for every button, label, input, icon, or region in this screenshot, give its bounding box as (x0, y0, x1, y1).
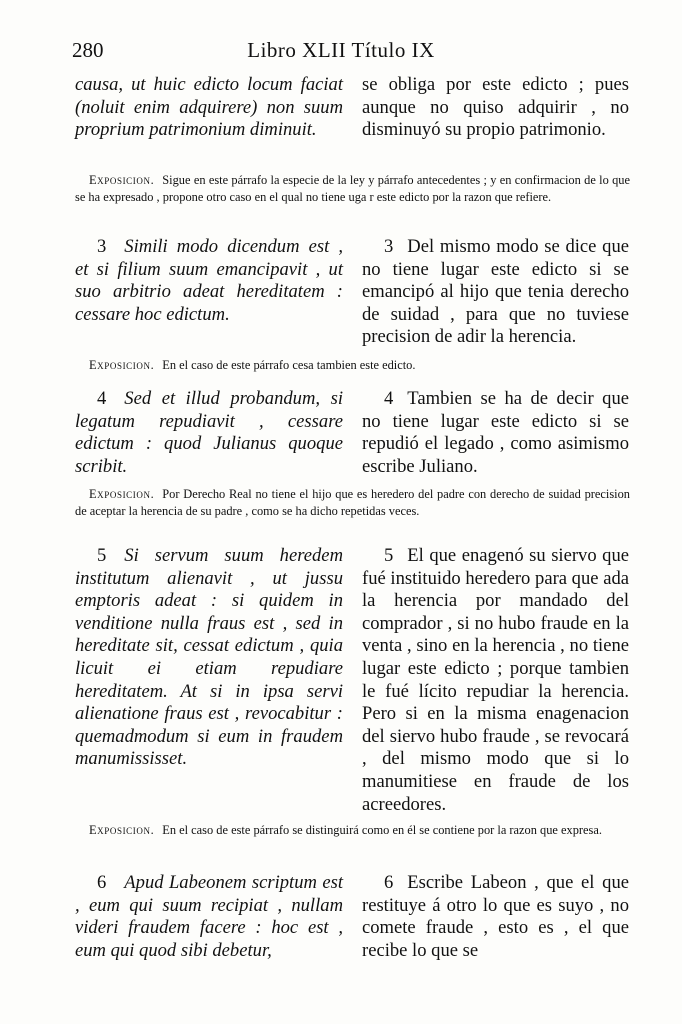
exposicion-note (75, 486, 630, 519)
exposicion-note (75, 172, 630, 205)
exposicion-label: Exposicion. (89, 487, 155, 501)
spanish-text-section-3: 3 Del mismo modo se dice que no tiene lugar este edicto si se emancipó al hijo que tenia derecho de suidad , para que no tuviese precision de adir la herencia. (362, 236, 629, 348)
latin-text-section-4: 4 Sed et illud probandum, si legatum repudiavit , cessare edictum : quod Julianus quoque scribit. (75, 388, 343, 477)
exposicion-text: Sigue en este párrafo la especie de la ley y párrafo antecedentes ; y en confirmacion de lo que se ha expresado , propone otro caso en el qual no tiene uga r este edicto por la razon que refiere. (75, 173, 630, 204)
exposicion-note (75, 357, 630, 374)
section-number: 4 (97, 388, 107, 409)
section-number: 3 (97, 236, 107, 257)
section-number: 5 (384, 545, 394, 566)
exposicion-text: En el caso de este párrafo se distinguirá como en él se contiene por la razon que expresa. (162, 823, 602, 837)
exposicion-label: Exposicion. (89, 358, 155, 372)
section-number: 5 (97, 545, 107, 566)
latin-text-section-3: 3 Simili modo dicendum est , et si filium suum emancipavit , ut suo arbitrio adeat hereditatem : cessare hoc edictum. (75, 236, 343, 325)
section-number: 6 (384, 872, 394, 893)
latin-text-section-6: 6 Apud Labeonem scriptum est , eum qui suum recipiat , nullam videri fraudem facere : hoc est , eum qui quod sibi debetur, (75, 872, 343, 961)
latin-text-section-5: 5 Si servum suum heredem institutum alienavit , ut jussu emptoris adeat : si quidem in venditione nulla fraus est , sed in hereditate sit, cessat edictum , quia licuit ei etiam repudiare hereditatem. At si in ipsa servi alienatione fraus est , revocabitur : quemadmodum si eum in fraudem manumississet. (75, 545, 343, 770)
running-title: Libro XLII Título IX (247, 38, 435, 62)
exposicion-label: Exposicion. (89, 823, 155, 837)
page-number: 280 (72, 38, 104, 62)
spanish-text-section-6: 6 Escribe Labeon , que el que restituye á otro lo que es suyo , no comete fraude , esto es , el que recibe lo que se (362, 872, 629, 961)
spanish-text-section-5: 5 El que enagenó su siervo que fué instituido heredero para que ada la herencia por mandado del comprador , si no hubo fraude en la venta , sino en la herencia , no tiene lugar este edicto ; porque tambien le fué lícito repudiar la herencia. Pero si en la misma enagenacion del siervo hubo fraude , se revocará , del mismo modo que si lo manumitiese en fraude de los acreedores. (362, 545, 629, 815)
section-number: 6 (97, 872, 107, 893)
page-header (0, 38, 682, 68)
spanish-text-continuation: se obliga por este edicto ; pues aunque no quiso adquirir , no disminuyó su propio patrimonio. (362, 74, 629, 141)
section-number: 4 (384, 388, 394, 409)
exposicion-text: Por Derecho Real no tiene el hijo que es heredero del padre con derecho de suidad precision de aceptar la herencia de su padre , como se ha dicho repetidas veces. (75, 487, 630, 518)
exposicion-label: Exposicion. (89, 173, 155, 187)
section-number: 3 (384, 236, 394, 257)
latin-text-continuation: causa, ut huic edicto locum faciat (noluit enim adquirere) non suum proprium patrimonium diminuit. (75, 74, 343, 141)
spanish-text-section-4: 4 Tambien se ha de decir que no tiene lugar este edicto si se repudió el legado , como asimismo escribe Juliano. (362, 388, 629, 477)
exposicion-text: En el caso de este párrafo cesa tambien este edicto. (162, 358, 416, 372)
exposicion-note (75, 822, 630, 839)
